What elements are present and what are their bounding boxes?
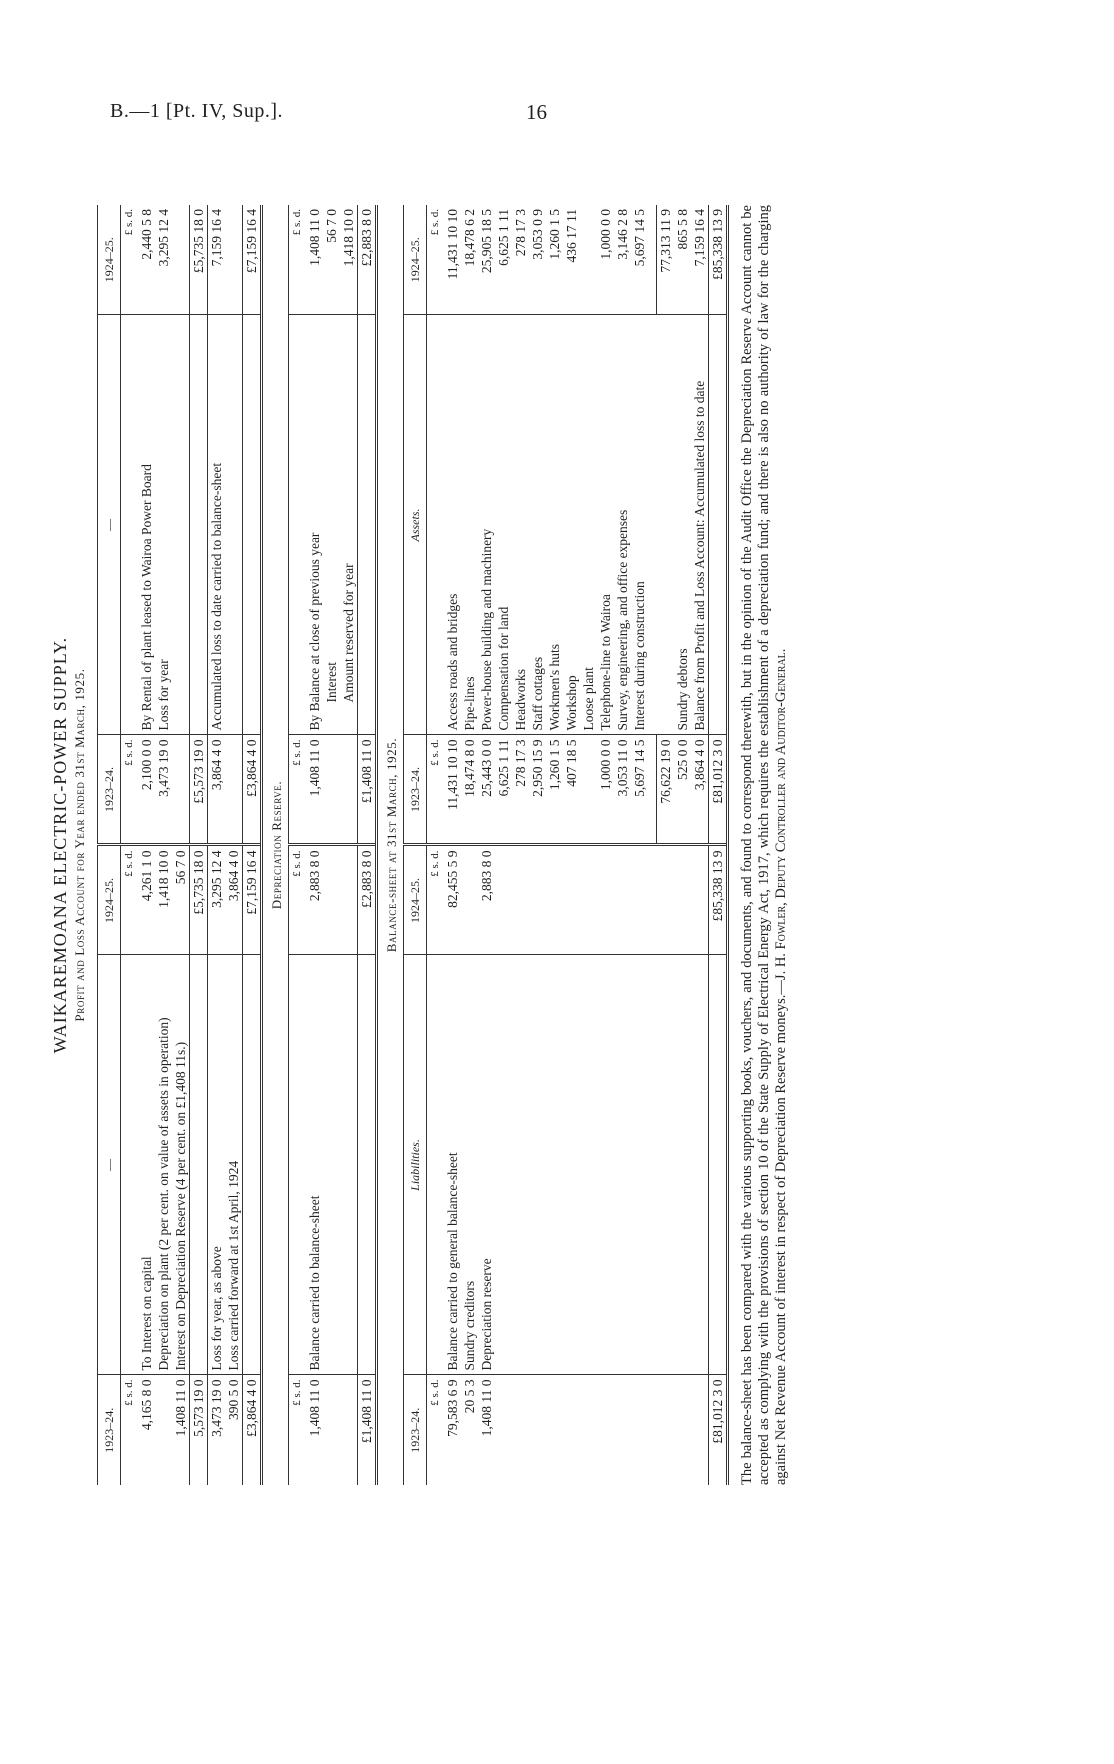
entry-label: Loose plant: [580, 315, 597, 735]
pl-cr-head-y2: 1924–25.: [98, 205, 121, 315]
amount: 20 5 3: [462, 1379, 477, 1414]
amount: 278 17 3: [512, 205, 529, 315]
unit-label: £ s. d.: [123, 1379, 135, 1406]
audit-note: [739, 205, 790, 1485]
table-row: [614, 205, 631, 1485]
unit-label: £ s. d.: [289, 735, 307, 845]
amount: 6,625 1 11: [495, 205, 512, 315]
total-row: [358, 205, 377, 1485]
unit-label: £ s. d.: [429, 1379, 441, 1406]
entry-label: By Balance at close of previous year: [306, 315, 323, 735]
pl-dr-head-dash: —: [98, 955, 121, 1375]
amount: 1,408 11 0: [306, 205, 323, 315]
amount: 390 5 0: [226, 1379, 241, 1420]
entry-label: Interest: [323, 315, 340, 735]
entry-label: Headworks: [512, 315, 529, 735]
table-row: [461, 205, 478, 1485]
entry-label: Depreciation on plant (2 per cent. on value of assets in operation): [155, 955, 172, 1375]
entry-label: Balance carried to balance-sheet: [306, 955, 323, 1375]
amount: 1,408 11 0: [307, 1379, 322, 1437]
amount: 3,473 19 0: [155, 735, 172, 845]
entry-label: Interest on Depreciation Reserve (4 per cent. on £1,408 11s.): [172, 955, 190, 1375]
bs-liab-head-y2: 1924–25.: [404, 845, 427, 955]
amount: 56 7 0: [323, 205, 340, 315]
total-amount: £3,864 4 0: [243, 735, 262, 845]
amount: 3,864 4 0: [208, 735, 226, 845]
total-amount: £5,573 19 0: [190, 735, 208, 845]
amount: 3,053 0 9: [529, 205, 546, 315]
table-row: [478, 205, 495, 1485]
total-row: [709, 205, 728, 1485]
entry-label: By Rental of plant leased to Wairoa Power Board: [138, 315, 155, 735]
table-row: [323, 205, 340, 1485]
entry-label: Compensation for land: [495, 315, 512, 735]
entry-label: Sundry creditors: [461, 955, 478, 1375]
bs-assets-head-y1: 1923–24.: [404, 735, 427, 845]
document-title: WAIKAREMOANA ELECTRIC-POWER SUPPLY.: [50, 636, 70, 1054]
amount: 5,697 14 5: [631, 205, 648, 315]
table-row: [340, 205, 358, 1485]
pl-cr-head-dash: —: [98, 315, 121, 735]
amount: 3,146 2 8: [614, 205, 631, 315]
entry-label: Balance carried to general balance-sheet: [444, 955, 461, 1375]
table-row: [691, 205, 709, 1485]
total-amount: £2,883 8 0: [358, 845, 377, 955]
amount: 407 18 5: [563, 735, 580, 845]
table-row: [512, 205, 529, 1485]
amount: [580, 735, 597, 845]
entry-label: Sundry debtors: [674, 315, 691, 735]
bs-assets-head-y2: 1924–25.: [404, 205, 427, 315]
amount: 278 17 3: [512, 735, 529, 845]
total-amount: £7,159 16 4: [243, 205, 262, 315]
balance-sheet-table: [403, 205, 729, 1485]
amount: 1,408 11 0: [479, 1379, 494, 1437]
amount: 1,408 11 0: [306, 735, 323, 845]
amount: 3,295 12 4: [155, 205, 172, 315]
table-row: [155, 205, 172, 1485]
amount: 2,883 8 0: [306, 845, 323, 955]
amount: 25,443 0 0: [478, 735, 495, 845]
table-row: [529, 205, 546, 1485]
entry-label: Loss for year: [155, 315, 172, 735]
total-row: [243, 205, 262, 1485]
bs-liab-head-y1: 1923–24.: [404, 1375, 427, 1485]
amount: 525 0 0: [674, 735, 691, 845]
amount: 11,431 10 10: [444, 735, 461, 845]
unit-label: £ s. d.: [121, 735, 139, 845]
table-row: [306, 205, 323, 1485]
amount: 1,000 0 0: [597, 205, 614, 315]
amount: 2,950 15 9: [529, 735, 546, 845]
total-amount: £1,408 11 0: [358, 735, 377, 845]
liabilities-heading: Liabilities.: [404, 955, 427, 1375]
amount: 1,408 11 0: [173, 1379, 188, 1437]
unit-label: £ s. d.: [121, 205, 139, 315]
entry-label: Loss for year, as above: [208, 955, 226, 1375]
total-amount: £85,338 13 9: [709, 205, 728, 315]
table-row: [495, 205, 512, 1485]
amount: 7,159 16 4: [691, 205, 709, 315]
subtotal-row: [657, 205, 675, 1485]
depreciation-reserve-table: [288, 205, 378, 1485]
pl-cr-head-y1: 1923–24.: [98, 735, 121, 845]
amount: 2,440 5 8: [138, 205, 155, 315]
entry-label: Power-house building and machinery: [478, 315, 495, 735]
total-amount: £2,883 8 0: [358, 205, 377, 315]
entry-label: Workshop: [563, 315, 580, 735]
unit-label: £ s. d.: [289, 205, 307, 315]
table-row: [580, 205, 597, 1485]
amount: 7,159 16 4: [208, 205, 226, 315]
total-amount: £85,338 13 9: [709, 845, 728, 955]
total-amount: 5,573 19 0: [190, 1375, 208, 1485]
entry-label: Staff cottages: [529, 315, 546, 735]
total-amount: £5,735 18 0: [190, 845, 208, 955]
unit-label: £ s. d.: [427, 845, 445, 955]
amount: 3,053 11 0: [614, 735, 631, 845]
table-row: [208, 205, 226, 1485]
amount: 1,418 10 0: [155, 845, 172, 955]
amount: 1,418 10 0: [340, 205, 358, 315]
amount: 1,260 1 5: [546, 735, 563, 845]
total-amount: £81,012 3 0: [709, 735, 728, 845]
amount: [155, 1375, 172, 1485]
amount: [580, 205, 597, 315]
amount: 865 5 8: [674, 205, 691, 315]
table-row: [138, 205, 155, 1485]
profit-loss-table: [97, 205, 263, 1485]
pl-dr-head-y2: 1924–25.: [98, 845, 121, 955]
amount: 25,905 18 5: [478, 205, 495, 315]
page-number: 16: [526, 100, 547, 124]
amount: 3,864 4 0: [225, 845, 243, 955]
amount: 56 7 0: [172, 845, 190, 955]
total-amount: £3,864 4 0: [243, 1375, 262, 1485]
total-amount: £1,408 11 0: [358, 1375, 377, 1485]
table-row: [563, 205, 580, 1485]
entry-label: Survey, engineering, and office expenses: [614, 315, 631, 735]
rotated-document-body: [45, 135, 965, 1555]
page-reference: B.—1 [Pt. IV, Sup.].: [110, 100, 283, 122]
unit-label: £ s. d.: [427, 735, 445, 845]
amount: [323, 735, 340, 845]
table-row: [546, 205, 563, 1485]
document-subtitle: Profit and Loss Account for Year ended 31st March, 1925.: [72, 668, 87, 1022]
unit-label: £ s. d.: [291, 1379, 303, 1406]
entry-label: Workmen's huts: [546, 315, 563, 735]
unit-label: £ s. d.: [289, 845, 307, 955]
table-row: [225, 205, 243, 1485]
amount: 3,864 4 0: [691, 735, 709, 845]
entry-label: Depreciation reserve: [478, 955, 495, 1375]
table-row: [444, 205, 461, 1485]
entry-label: Pipe-lines: [461, 315, 478, 735]
section-title: Depreciation Reserve.: [269, 780, 284, 910]
unit-label: £ s. d.: [427, 205, 445, 315]
pl-dr-head-y1: 1923–24.: [98, 1375, 121, 1485]
table-row: [597, 205, 614, 1485]
entry-label: Loss carried forward at 1st April, 1924: [225, 955, 243, 1375]
section-title: Balance-sheet at 31st March, 1925.: [384, 737, 399, 953]
entry-label: To Interest on capital: [138, 955, 155, 1375]
table-row: [631, 205, 648, 1485]
audit-note-text: The balance-sheet has been compared with the various supporting books, vouchers, and documents, and found to correspond therewith, but in the opinion of the Audit Office the Depreciation Reserve Account cannot be accepted as complying with the provisions of section 10 of the State Supply of Electrical Energy Act, 1917, which requires the establishment of a depreciation fund; and there is also no authority of law for the charging against Net Revenue Account of interest in respect of Depreciation Reserve moneys.—: [739, 205, 789, 1485]
amount: 4,165 8 0: [139, 1379, 154, 1431]
entry-label: Interest during construction: [631, 315, 648, 735]
subtotal-amount: 77,313 11 9: [657, 205, 675, 315]
amount: 3,295 12 4: [208, 845, 226, 955]
page-header: [110, 100, 1010, 130]
entry-label: Accumulated loss to date carried to balance-sheet: [208, 315, 226, 735]
amount: 2,883 8 0: [478, 845, 495, 955]
amount: 6,625 1 11: [495, 735, 512, 845]
auditor-signature: J. H. Fowler, Deputy Controller and Auditor-General.: [773, 648, 789, 981]
amount: 11,431 10 10: [444, 205, 461, 315]
subtotal-amount: 76,622 19 0: [657, 735, 675, 845]
amount: [340, 735, 358, 845]
total-amount: £5,735 18 0: [190, 205, 208, 315]
amount: 18,474 8 0: [461, 735, 478, 845]
unit-label: £ s. d.: [121, 845, 139, 955]
total-row: [190, 205, 208, 1485]
amount: 2,100 0 0: [138, 735, 155, 845]
assets-heading: Assets.: [404, 315, 427, 735]
amount: 4,261 1 0: [138, 845, 155, 955]
amount: 18,478 6 2: [461, 205, 478, 315]
table-row: [674, 205, 691, 1485]
amount: 1,260 1 5: [546, 205, 563, 315]
table-row: [172, 205, 190, 1485]
total-amount: £81,012 3 0: [709, 1375, 728, 1485]
amount: 3,473 19 0: [209, 1379, 224, 1437]
amount: 436 17 11: [563, 205, 580, 315]
amount: 5,697 14 5: [631, 735, 648, 845]
amount: 1,000 0 0: [597, 735, 614, 845]
entry-label: Balance from Profit and Loss Account: Accumulated loss to date: [691, 315, 709, 735]
entry-label: Telephone-line to Wairoa: [597, 315, 614, 735]
amount: 82,455 5 9: [444, 845, 461, 955]
total-amount: £7,159 16 4: [243, 845, 262, 955]
entry-label: Access roads and bridges: [444, 315, 461, 735]
amount: [461, 845, 478, 955]
entry-label: Amount reserved for year: [340, 315, 358, 735]
amount: 79,583 6 9: [445, 1379, 460, 1437]
